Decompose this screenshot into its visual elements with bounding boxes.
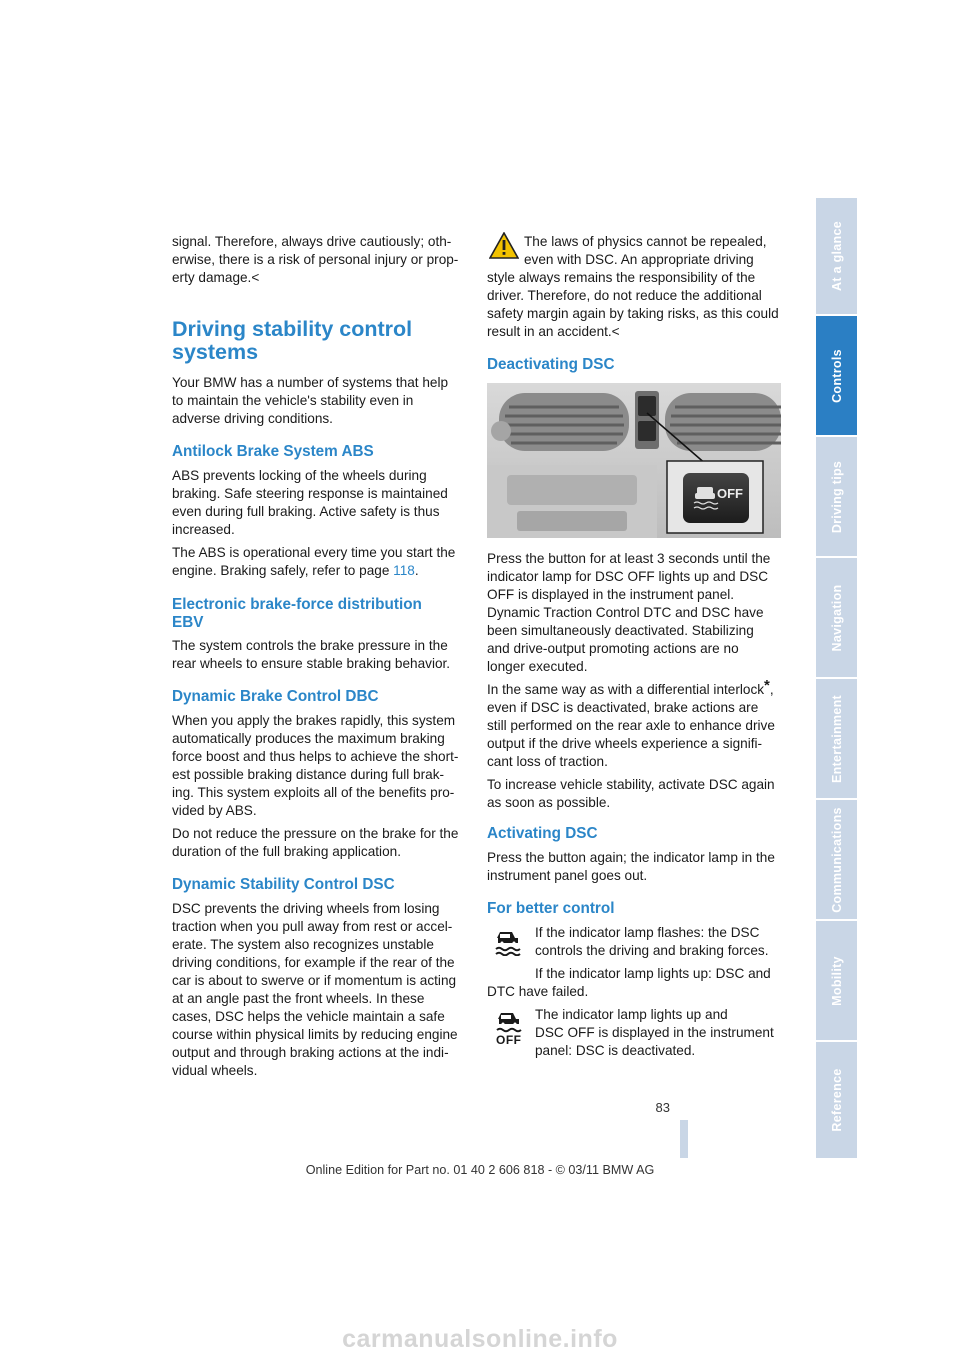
deactivating-heading: Deactivating DSC [487,356,615,373]
tab-reference[interactable]: Reference [816,1042,857,1160]
lead-line-2: to maintain the vehicle's stability even in [172,393,414,408]
better-p2-line-2: DTC have failed. [487,984,589,999]
section-title-line-1: Driving stability control [172,317,413,341]
abs-p2-line-1: The ABS is operational every time you start the [172,545,456,560]
deact-p1-line-7: longer executed. [487,659,588,674]
dsc-button-photo [487,383,781,538]
deact-p1-line-4: Dynamic Traction Control DTC and DSC have [487,605,764,620]
intro-line-3: erty damage.< [172,270,260,285]
better-p3-line-2: DSC OFF is displayed in the instrument [535,1025,774,1040]
dsc-line-8: course within physical limits by reducing engine [172,1027,458,1042]
deact-p2-line-3: still performed on the rear axle to enhance drive [487,718,775,733]
page-marker-bar [680,1120,688,1158]
section-title-line-2: systems [172,340,259,364]
ebv-heading-line-1: Electronic brake-force distribution [172,596,422,613]
deact-p1-line-1: Press the button for at least 3 seconds until the [487,551,771,566]
tab-driving-tips[interactable]: Driving tips [816,437,857,558]
dsc-line-10: vidual wheels. [172,1063,258,1078]
tab-entertainment[interactable]: Entertainment [816,679,857,800]
optional-star-icon: * [764,677,770,694]
tab-communications[interactable]: Communications [816,800,857,921]
better-p1-line-2: controls the driving and braking forces. [535,943,769,958]
better-p3-line-1: The indicator lamp lights up and [535,1007,728,1022]
deact-p2-line-1: In the same way as with a differential interlock*, [487,677,774,697]
dsc-off-indicator-icon [494,1009,524,1049]
ebv-line-1: The system controls the brake pressure in the [172,638,448,653]
deact-p2-line-5: cant loss of traction. [487,754,608,769]
abs-heading: Antilock Brake System ABS [172,443,374,460]
tab-navigation[interactable]: Navigation [816,558,857,679]
better-control-heading: For better control [487,900,615,917]
dsc-line-2: traction when you pull away from rest or accel- [172,919,453,934]
dsc-line-6: at an angle past the front wheels. In these [172,991,425,1006]
dsc-line-3: erate. The system also recognizes unstable [172,937,434,952]
deact-p1-line-5: been simultaneously deactivated. Stabilizing [487,623,754,638]
abs-p1-line-1: ABS prevents locking of the wheels during [172,468,427,483]
intro-line-1: signal. Therefore, always drive cautiously; oth- [172,234,452,249]
warning-triangle-icon [489,232,519,259]
tab-mobility[interactable]: Mobility [816,921,857,1042]
dsc-line-5: car is about to swerve or if momentum is acting [172,973,457,988]
deact-p2-line-4: output if the drive wheels experience a signifi- [487,736,763,751]
lead-line-3: adverse driving conditions. [172,411,333,426]
warning-line-5: safety margin again by taking risks, as this could [487,306,779,321]
abs-p1-line-4: increased. [172,522,235,537]
page-link-118[interactable]: 118 [393,563,415,578]
dsc-line-9: output and through braking actions at the indi- [172,1045,449,1060]
dsc-heading: Dynamic Stability Control DSC [172,876,395,893]
ebv-heading-line-2: EBV [172,614,204,631]
photo-off-label: OFF [717,486,743,501]
better-p1-line-1: If the indicator lamp flashes: the DSC [535,925,760,940]
page-number: 83 [655,1100,670,1115]
dbc-p1-line-6: vided by ABS. [172,803,257,818]
warning-line-3: style always remains the responsibility of the [487,270,756,285]
warning-line-2: even with DSC. An appropriate driving [524,252,754,267]
deact-p3-line-2: as soon as possible. [487,795,611,810]
tab-at-a-glance[interactable]: At a glance [816,198,857,316]
deact-p2-line-2: even if DSC is deactivated, brake actions are [487,700,759,715]
dsc-line-4: driving conditions, for example if the rear of the [172,955,455,970]
footer-text: Online Edition for Part no. 01 40 2 606 818 - © 03/11 BMW AG [305,1163,655,1177]
watermark-text: carmanualsonline.info [342,1325,618,1353]
dsc-line-1: DSC prevents the driving wheels from losing [172,901,440,916]
deact-p1-line-2: indicator lamp for DSC OFF lights up and DSC [487,569,769,584]
dbc-p1-line-3: force boost and thus helps to achieve the short- [172,749,459,764]
intro-line-2: erwise, there is a risk of personal injury or prop- [172,252,459,267]
lead-line-1: Your BMW has a number of systems that help [172,375,449,390]
deact-p1-line-3: OFF is displayed in the instrument panel. [487,587,735,602]
dbc-p1-line-1: When you apply the brakes rapidly, this system [172,713,456,728]
dbc-p2-line-2: duration of the full braking application. [172,844,401,859]
warning-line-6: result in an accident.< [487,324,620,339]
activating-heading: Activating DSC [487,825,598,842]
dsc-line-7: cases, DSC helps the vehicle maintain a safe [172,1009,445,1024]
dbc-p2-line-1: Do not reduce the pressure on the brake for the [172,826,459,841]
dbc-p1-line-4: est possible braking distance during full brak- [172,767,445,782]
icon-off-label: OFF [496,1033,522,1047]
warning-line-4: driver. Therefore, do not reduce the additional [487,288,762,303]
act-line-2: instrument panel goes out. [487,868,648,883]
deact-p3-line-1: To increase vehicle stability, activate DSC again [487,777,775,792]
dsc-indicator-icon [494,928,522,956]
deact-p1-line-6: and drive-output promoting actions are no [487,641,739,656]
better-p2-line-1: If the indicator lamp lights up: DSC and [535,966,771,981]
abs-p1-line-2: braking. Safe steering response is maintained [172,486,448,501]
dbc-heading: Dynamic Brake Control DBC [172,688,379,705]
better-p3-line-3: panel: DSC is deactivated. [535,1043,696,1058]
tab-controls[interactable]: Controls [816,316,857,437]
warning-line-1: The laws of physics cannot be repealed, [524,234,767,249]
dbc-p1-line-5: ing. This system exploits all of the benefits pro- [172,785,455,800]
ebv-line-2: rear wheels to ensure stable braking behavior. [172,656,451,671]
abs-p1-line-3: even during full braking. Active safety is thus [172,504,440,519]
dbc-p1-line-2: automatically produces the maximum braking [172,731,445,746]
abs-p2-line-2: engine. Braking safely, refer to page 118. [172,563,419,578]
act-line-1: Press the button again; the indicator lamp in the [487,850,775,865]
